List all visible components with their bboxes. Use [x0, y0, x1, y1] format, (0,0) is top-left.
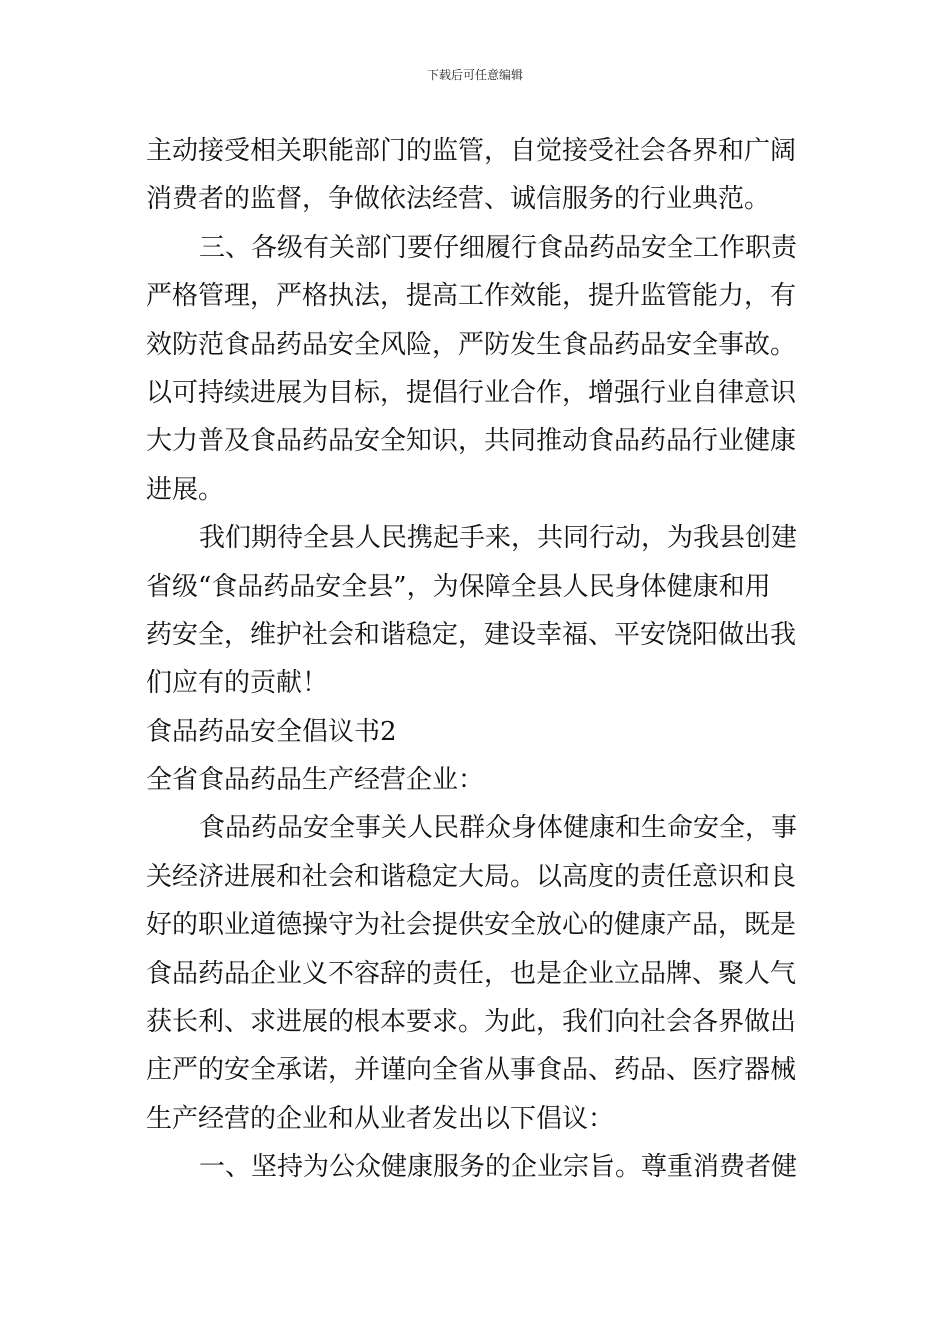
section-title: 食品药品安全倡议书2	[146, 716, 397, 747]
text-line-11: 药安全，维护社会和谐稳定，建设幸福、平安饶阳做出我	[146, 619, 797, 650]
text-line-10: 省级“食品药品安全县”，为保障全县人民身体健康和用	[146, 571, 771, 602]
paragraph-start-item-1: 一、坚持为公众健康服务的企业宗旨。尊重消费者健	[199, 1152, 798, 1183]
salutation: 全省食品药品生产经营企业：	[146, 765, 485, 796]
text-line-1: 主动接受相关职能部门的监管，自觉接受社会各界和广阔	[146, 136, 797, 166]
text-line-8: 进展。	[146, 474, 225, 505]
document-body	[146, 127, 808, 1192]
text-line-6: 以可持续进展为目标，提倡行业合作，增强行业自律意识	[146, 377, 797, 408]
paragraph-start-section-3: 三、各级有关部门要仔细履行食品药品安全工作职责	[199, 232, 798, 263]
text-line-21: 生产经营的企业和从业者发出以下倡议：	[146, 1103, 615, 1134]
text-line-20: 庄严的安全承诺，并谨向全省从事食品、药品、医疗器械	[146, 1055, 797, 1086]
text-line-17: 好的职业道德操守为社会提供安全放心的健康产品，既是	[146, 910, 797, 941]
text-line-2: 消费者的监督，争做依法经营、诚信服务的行业典范。	[146, 184, 771, 215]
paragraph-start-intro: 食品药品安全事关人民群众身体健康和生命安全，事	[199, 813, 798, 844]
text-line-7: 大力普及食品药品安全知识，共同推动食品药品行业健康	[146, 426, 797, 457]
text-line-4: 严格管理，严格执法，提高工作效能，提升监管能力，有	[146, 281, 797, 312]
text-line-5: 效防范食品药品安全风险，严防发生食品药品安全事故。	[146, 329, 797, 360]
paragraph-start-call-to-action: 我们期待全县人民携起手来，共同行动，为我县创建	[199, 523, 798, 554]
page-header: 下载后可任意编辑	[426, 68, 523, 82]
text-line-12: 们应有的贡献！	[146, 668, 329, 699]
text-line-16: 关经济进展和社会和谐稳定大局。以高度的责任意识和良	[146, 861, 797, 892]
text-line-19: 获长利、求进展的根本要求。为此，我们向社会各界做出	[146, 1007, 797, 1038]
text-line-18: 食品药品企业义不容辞的责任，也是企业立品牌、聚人气	[146, 958, 797, 989]
